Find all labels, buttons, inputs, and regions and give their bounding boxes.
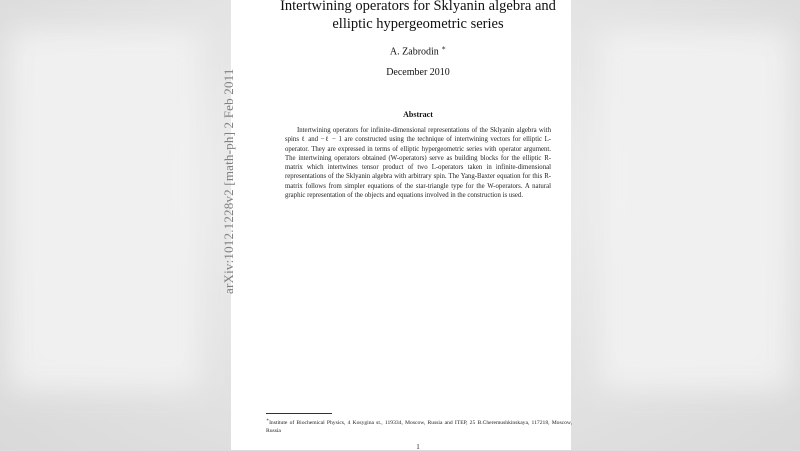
abstract-heading: Abstract: [403, 110, 433, 119]
title-line-2: elliptic hypergeometric series: [332, 16, 504, 32]
blurred-right-region: [600, 30, 790, 390]
author-footnote-mark: ∗: [441, 44, 447, 52]
paper-date: December 2010: [386, 67, 450, 78]
footnote-mark: ∗: [266, 417, 270, 422]
title-line-1: Intertwining operators for Sklyanin algebra and: [280, 0, 556, 14]
footnote-rule: [266, 413, 332, 414]
arxiv-identifier: arXiv:1012.1228v2 [math-ph] 2 Feb 2011: [221, 68, 236, 294]
abstract-text: Intertwining operators for infinite-dimensional representations of the Sklyanin algebra with spins ℓ and −ℓ − 1 are constructed using the technique of intertwining vectors for elliptic L-operator. They are expressed in terms of elliptic hypergeometric series with operator argument. The intertwining operators obtained (W-operators) serve as building blocks for the elliptic R-matrix which intertwines tensor product of two L-operators taken in infinite-dimensional representations of the Sklyanin algebra with arbitrary spin. The Yang-Baxter equation for this R-matrix follows from simpler equations of the star-triangle type for the W-operators. A natural graphic representation of the objects and equations involved in the construction is used.: [285, 127, 551, 200]
author-line: [231, 44, 605, 57]
footnote-text: Institute of Biochemical Physics, 4 Kosygina st., 119334, Moscow, Russia and ITEP, 25 B.Cheremushkinskaya, 117218, Moscow, Russia: [266, 419, 572, 435]
blurred-left-region: [10, 30, 200, 390]
footnote: [266, 416, 572, 435]
paper-title: [231, 0, 605, 33]
page-number: 1: [416, 443, 420, 451]
author-name: A. Zabrodin: [389, 46, 439, 58]
